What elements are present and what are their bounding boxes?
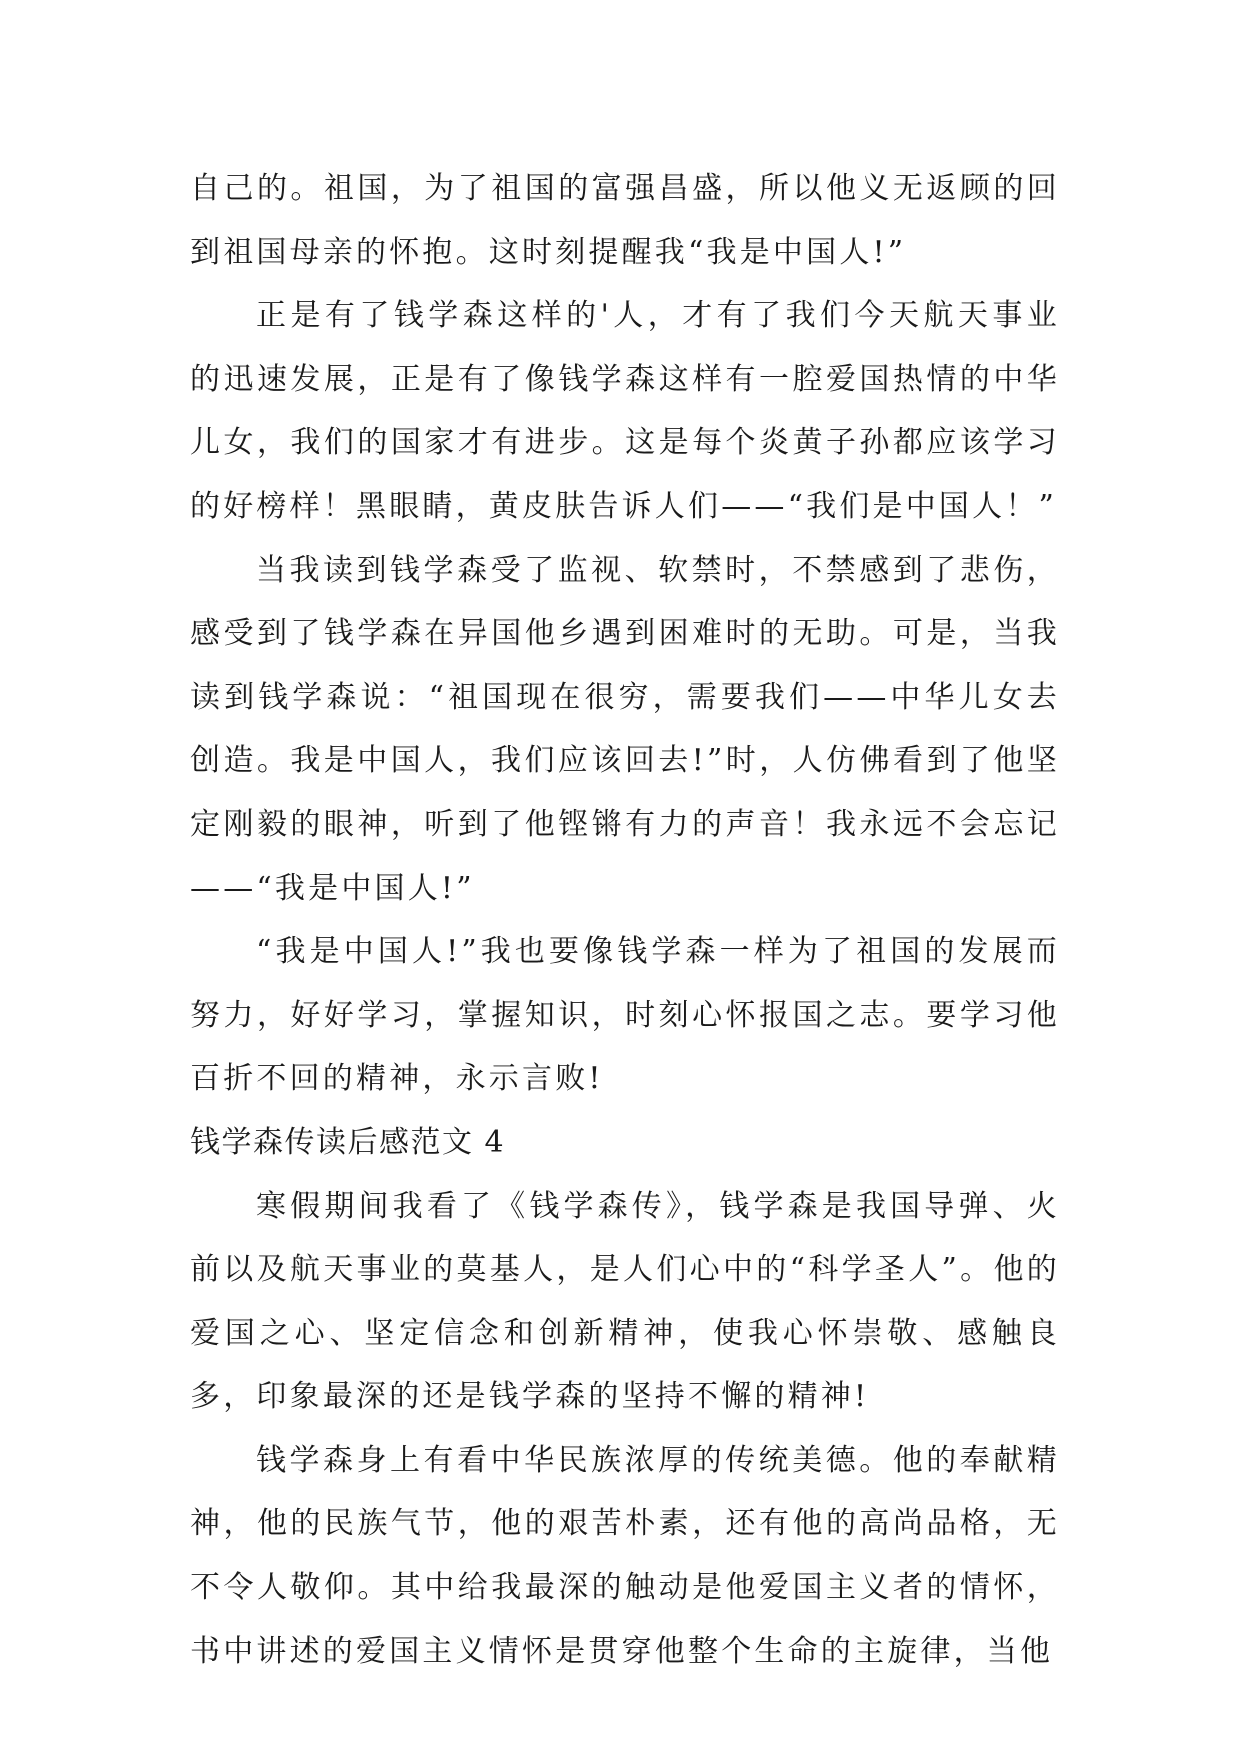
section-title: 钱学森传读后感范文 4 [190, 1124, 506, 1160]
paragraph: “我是中国人!”我也要像钱学森一样为了祖国的发展而努力，好好学习，掌握知识，时刻心怀报国之志。要学习他百折不回的精神，永示言败! [190, 934, 1060, 1097]
paragraph: 当我读到钱学森受了监视、软禁时，不禁感到了悲伤，感受到了钱学森在异国他乡遇到困难时的无助。可是，当我读到钱学森说：“祖国现在很穷，需要我们——中华儿女去创造。我是中国人，我们应该回去!”时，人仿佛看到了他坚定刚毅的眼神，听到了他铿锵有力的声音！我永远不会忘记——“我是中国人!” [190, 552, 1060, 906]
paragraph: 正是有了钱学森这样的'人，才有了我们今天航天事业的迅速发展，正是有了像钱学森这样有一腔爱国热情的中华儿女，我们的国家才有进步。这是每个炎黄子孙都应该学习的好榜样！黑眼睛，黄皮肤告诉人们——“我们是中国人！” [190, 298, 1060, 524]
paragraph: 钱学森身上有看中华民族浓厚的传统美德。他的奉献精神，他的民族气节，他的艰苦朴素，还有他的高尚品格，无不令人敬仰。其中给我最深的触动是他爱国主义者的情怀，书中讲述的爱国主义情怀是贯穿他整个生命的主旋律，当他 [190, 1442, 1060, 1669]
paragraph: 寒假期间我看了《钱学森传》，钱学森是我国导弹、火前以及航天事业的莫基人，是人们心中的“科学圣人”。他的爱国之心、坚定信念和创新精神，使我心怀崇敬、感触良多，印象最深的还是钱学森的坚持不懈的精神! [190, 1188, 1060, 1415]
document-body [190, 157, 1060, 1683]
paragraph-continuation: 自己的。祖国，为了祖国的富强昌盛，所以他义无返顾的回到祖国母亲的怀抱。这时刻提醒我“我是中国人!” [190, 171, 1060, 270]
